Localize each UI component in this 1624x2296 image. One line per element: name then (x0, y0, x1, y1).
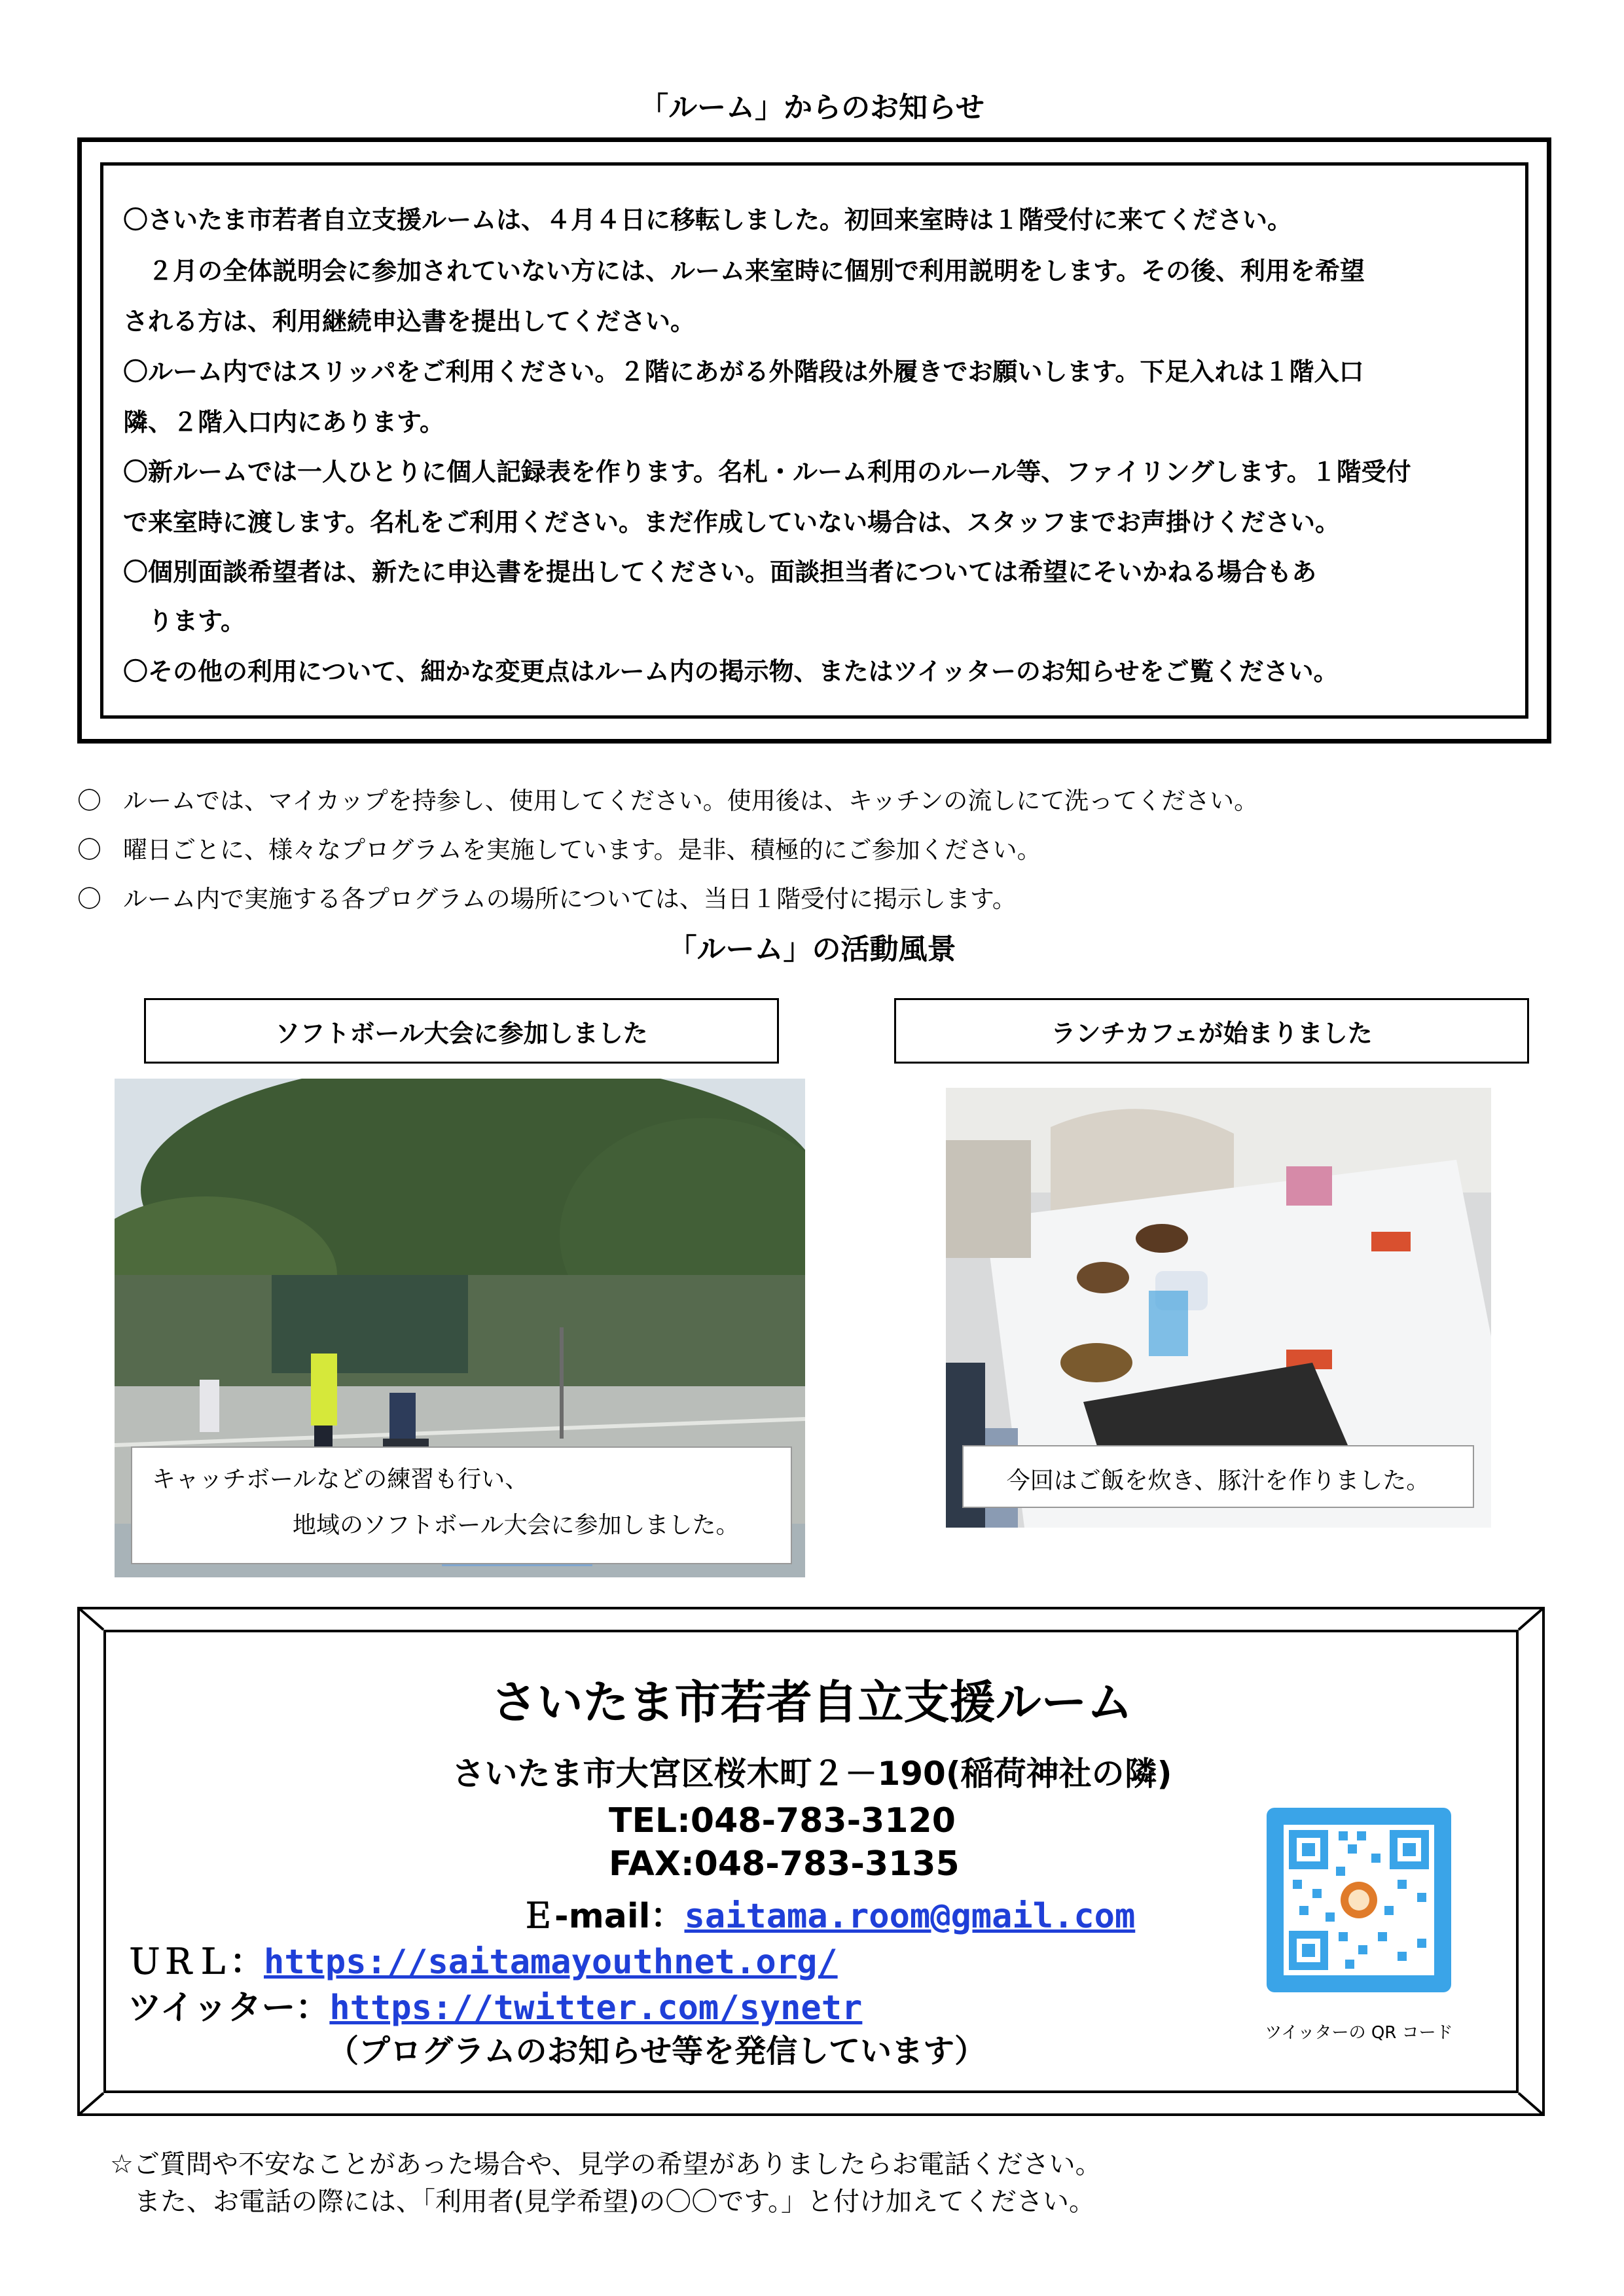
email-link[interactable]: saitama.room@gmail.com (684, 1897, 1136, 1936)
bullet-text: 曜日ごとに、様々なプログラムを実施しています。是非、積極的にご参加ください。 (123, 836, 1041, 864)
bullet-item (77, 879, 1017, 914)
notice-line: 〇新ルームでは一人ひとりに個人記録表を作ります。名札・ルーム利用のルール等、ファイリングします。１階受付 (123, 457, 1411, 486)
bullet-mark: 〇 (77, 885, 101, 913)
organization-name: さいたま市若者自立支援ルーム (491, 1676, 1133, 1729)
notice-line: ります。 (123, 607, 245, 636)
notice-line: で来室時に渡します。名札をご利用ください。まだ作成していない場合は、スタッフまでお声掛けください。 (123, 508, 1340, 537)
bullet-mark: 〇 (77, 787, 101, 815)
phone: TEL:048-783-3120 (609, 1801, 956, 1840)
qr-caption: ツイッターの QR コード (1265, 2023, 1453, 2043)
notice-line: 〇個別面談希望者は、新たに申込書を提出してください。面談担当者については希望にそいかねる場合もあ (123, 558, 1317, 586)
softball-caption-line2: 地域のソフトボール大会に参加しました。 (293, 1512, 740, 1539)
bullet-text: ルーム内で実施する各プログラムの場所については、当日１階受付に掲示します。 (123, 885, 1017, 913)
notice-line: される方は、利用継続申込書を提出してください。 (123, 307, 696, 336)
lunch-caption: 今回はご飯を炊き、豚汁を作りました。 (962, 1445, 1474, 1508)
fax: FAX:048-783-3135 (609, 1844, 960, 1884)
twitter-row (128, 1980, 862, 2029)
notice-line: 〇その他の利用について、細かな変更点はルーム内の掲示物、またはツイッターのお知らせをご覧ください。 (123, 657, 1339, 686)
footer-line1: ☆ご質問や不安なことがあった場合や、見学の希望がありましたらお電話ください。 (110, 2149, 1102, 2179)
notice-line: ２月の全体説明会に参加されていない方には、ルーム来室時に個別で利用説明をします。その後、利用を希望 (123, 257, 1365, 285)
address: さいたま市大宮区桜木町２－190(稲荷神社の隣) (452, 1755, 1172, 1793)
twitter-label: ツイッター： (128, 1988, 330, 2028)
lunch-cafe-heading: ランチカフェが始まりました (894, 998, 1529, 1064)
notice-line: 〇さいたま市若者自立支援ルームは、４月４日に移転しました。初回来室時は１階受付に来てください。 (123, 206, 1293, 234)
notice-line: 隣、２階入口内にあります。 (123, 408, 444, 437)
bullet-item (77, 830, 1041, 865)
bullet-mark: 〇 (77, 836, 101, 864)
email-row (520, 1888, 1135, 1937)
bullet-text: ルームでは、マイカップを持参し、使用してください。使用後は、キッチンの流しにて洗ってください。 (123, 787, 1259, 815)
twitter-link[interactable]: https://twitter.com/synetr (329, 1988, 863, 2028)
qr-code-icon[interactable] (1267, 1808, 1451, 1992)
email-label: Ｅ-mail： (520, 1897, 685, 1936)
softball-heading: ソフトボール大会に参加しました (144, 998, 779, 1064)
notice-box-inner (100, 162, 1528, 719)
softball-caption-line1: キャッチボールなどの練習も行い、 (152, 1466, 529, 1493)
url-label: ＵＲＬ： (128, 1943, 264, 1982)
page-title: 「ルーム」からのお知らせ (640, 91, 984, 124)
notice-line: 〇ルーム内ではスリッパをご利用ください。２階にあがる外階段は外履きでお願いします。下足入れは１階入口 (123, 357, 1364, 386)
website-link[interactable]: https://saitamayouthnet.org/ (264, 1943, 838, 1982)
twitter-note: （プログラムのお知らせ等を発信しています） (327, 2033, 986, 2070)
softball-caption (131, 1446, 792, 1564)
activities-title: 「ルーム」の活動風景 (668, 933, 956, 966)
bullet-item (77, 781, 1258, 816)
footer-line2: また、お電話の際には、「利用者(見学希望)の〇〇です。」と付け加えてください。 (134, 2187, 1096, 2217)
url-row (128, 1934, 838, 1983)
